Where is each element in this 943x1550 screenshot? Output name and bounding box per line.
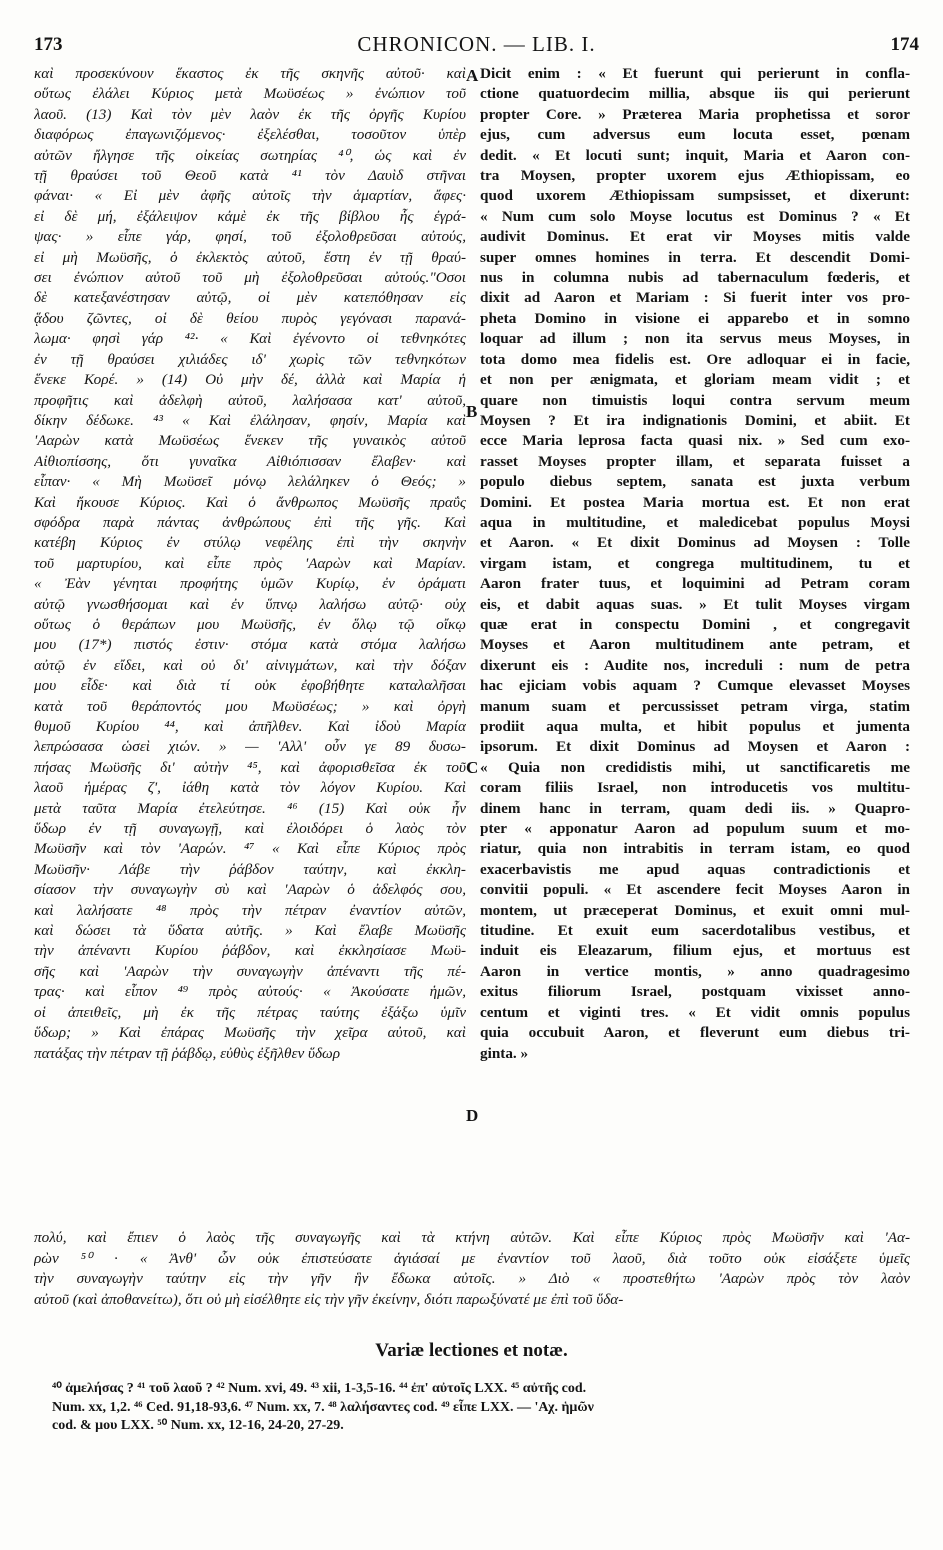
margin-letter-a: A	[466, 66, 479, 85]
page-number-right: 174	[890, 34, 919, 55]
greek-text-line: δὲ κατεξανέστησαν αὐτῷ, οἱ μὲν κατεπόθησαν εἰς	[34, 289, 466, 307]
latin-text-line: hac ejiciam vobis aquam ? Cumque elevasset Moyses	[480, 677, 910, 695]
latin-text-line: Domini. Et postea Maria mortua est. Et non erat	[480, 493, 910, 511]
latin-text-line: dinem hanc in terram, quam dedi iis. » Quapro-	[480, 799, 910, 817]
greek-text-line: ψας· » εἶπε γάρ, φησί, τοῦ ἐξολοθρεῦσαι αὐτούς,	[34, 228, 466, 246]
latin-text-line: exacerbavistis me apud aquas contradictionis et	[480, 860, 910, 878]
latin-text-line: titudine. Et exuit eum sacerdotalibus vestibus, et	[480, 922, 910, 940]
greek-text-line: μου (17*) πιστός ἐστιν· στόμα κατὰ στόμα λαλήσω	[34, 636, 466, 654]
latin-text-line: virgam istam, et congrega multitudinem, tu et	[480, 554, 910, 572]
latin-text-line: quæ erat in conspectu Domini , et congregavit	[480, 615, 910, 633]
notes-heading: Variæ lectiones et notæ.	[375, 1340, 568, 1361]
full-width-greek-text	[34, 1228, 910, 1310]
full-width-text-line: πολύ, καὶ ἔπιεν ὁ λαὸς τῆς συναγωγῆς καὶ τὰ κτήνη αὐτῶν. Καὶ εἶπε Κύριος πρὸς Μωϋσῆν καὶ 'Αα-	[34, 1229, 910, 1246]
greek-text-line: τοῦ μαρτυρίου, καὶ εἶπε πρὸς 'Ααρὼν καὶ Μαρίαν.	[34, 554, 466, 572]
latin-text-line: « Quia non credidistis mihi, ut sanctificaretis me	[480, 758, 910, 776]
latin-text-line: Aaron frater tuus, et loquimini ad Petram coram	[480, 575, 910, 593]
latin-text-line: Moyses et Aaron multitudinem ante petram, et	[480, 636, 910, 654]
latin-text-line: dixerunt eis : Audite nos, increduli : num de petra	[480, 656, 910, 674]
latin-text-line: convitii populi. « Et ascendere fecit Moyses Aaron in	[480, 881, 910, 899]
greek-text-line: θυμοῦ Κυρίου ⁴⁴, καὶ ἀπῆλθεν. Καὶ ἰδοὺ Μαρία	[34, 718, 466, 735]
greek-text-line: εἰ μὴ Μωϋσῆς, ὁ ἐκλεκτὸς αὐτοῦ, ἔστη ἐν τῇ θραύ-	[34, 248, 466, 266]
greek-text-line: ὕδωρ; » Καὶ ἐπάρας Μωϋσῆς τὴν χεῖρα αὐτοῦ, καὶ	[34, 1024, 466, 1042]
note-line: ⁴⁰ ἀμελήσας ? ⁴¹ τοῦ λαοῦ ? ⁴² Num. xvi, 49. ⁴³ xii, 1-3,5-16. ⁴⁴ ἐπ' αὐτοῖς LXX. ⁴⁵ αὐτῆς cod.	[52, 1381, 587, 1396]
latin-text-line: nus in columna nubis ad tabernaculum fœderis, et	[480, 269, 910, 287]
greek-text-line: σει ἐνώπιον αὐτοῦ τοῦ μὴ ἐξολοθρεῦσαι αὐτούς."Οσοι	[34, 269, 466, 287]
latin-text-line: pter « apponatur Aaron ad populum suum et mo-	[480, 820, 910, 838]
latin-text-line: quod uxorem Æthiopissam sumpsisset, et dixerunt:	[480, 187, 910, 205]
margin-letter-d: D	[466, 1106, 479, 1125]
greek-text-line: Καὶ ἤκουσε Κύριος. Καὶ ὁ ἄνθρωπος Μωϋσῆς πραΰς	[34, 493, 466, 511]
running-title: CHRONICON. — LIB. I.	[357, 32, 596, 56]
greek-text-line: οὕτως ἐλάλει Κύριος μετὰ Μωϋσέως » ἐνώπιον τοῦ	[34, 85, 466, 103]
greek-text-column	[34, 64, 466, 1064]
latin-text-line: prodiit aqua multa, et hibit populus et jumenta	[480, 718, 910, 735]
greek-text-line: 'Ααρὼν κατὰ Μωϋσέως ἕνεκεν τῆς γυναικὸς αὐτοῦ	[34, 432, 466, 450]
latin-text-line: tra Moysen, propter uxorem ejus Æthiopissam, eo	[480, 167, 910, 185]
page-number-left: 173	[34, 34, 63, 55]
latin-text-line: et Aaron. « Et dixit Dominus ad Moysen : Tolle	[480, 534, 910, 552]
greek-text-line: ἐν τῇ θραύσει χιλιάδες ιδ' χωρὶς τῶν τεθνηκότων	[34, 350, 466, 368]
greek-text-line: σίασον τὴν συναγωγὴν σὺ καὶ 'Ααρὼν ὁ ἀδελφός σου,	[34, 881, 466, 899]
greek-text-line: καὶ δώσει τὰ ὕδατα αὐτῆς. » Καὶ ἔλαβε Μωϋσῆς	[34, 922, 466, 940]
greek-text-line: οἱ ἀπειθεῖς, μὴ ἐκ τῆς πέτρας ταύτης ἐξάξω ὑμῖν	[34, 1003, 466, 1021]
greek-text-line: σῆς καὶ 'Ααρὼν τὴν συναγωγὴν ἀπέναντι τῆς πέ-	[34, 962, 466, 980]
latin-text-line: ecce Maria leprosa facta quasi nix. » Sed cum exo-	[480, 432, 910, 450]
latin-text-line: pheta Domino in visione ei apparebo et in somno	[480, 309, 910, 327]
latin-text-line: induit eis Eleazarum, filium ejus, et mortuus est	[480, 942, 910, 960]
greek-text-line: Μωϋσῆν· Λάβε τὴν ῥάβδον ταύτην, καὶ ἐκκλη-	[34, 860, 466, 878]
greek-text-line: δίκην δέδωκε. ⁴³ « Καὶ ἐλάλησαν, φησίν, Μαρία καὶ	[34, 411, 466, 429]
full-width-text-line: αὐτοῦ (καὶ ἀποθανείτω), ὅτι οὐ μὴ εἰσέλθητε εἰς τὴν γῆν ἐκείνην, διότι παρωξύνατέ με ἐπὶ τοῦ ὕδα-	[34, 1290, 624, 1308]
latin-text-line: quia occubuit Aaron, et fleverunt eum diebus tri-	[480, 1024, 910, 1042]
latin-text-line: coram filiis Israel, non introducetis vos multitu-	[480, 779, 910, 797]
latin-text-line: eis, et dabit aquas suas. » Et tulit Moyses virgam	[480, 595, 910, 613]
greek-text-line: « Ἐὰν γένηται προφήτης ὑμῶν Κυρίῳ, ἐν ὁράματι	[34, 575, 466, 593]
latin-text-line: Dicit enim : « Et fuerunt qui perierunt in confla-	[480, 65, 910, 82]
latin-text-line: ipsorum. Et dixit Dominus ad Moysen et Aaron :	[480, 738, 910, 756]
greek-text-line: Μωϋσῆν καὶ τὸν 'Ααρών. ⁴⁷ « Καὶ εἶπε Κύριος πρὸς	[34, 840, 466, 858]
greek-text-line: κατέβη Κύριος ἐν στύλῳ νεφέλης ἐπὶ τὴν σκηνὴν	[34, 534, 466, 552]
greek-text-line: ὕδωρ ἐν τῇ συναγωγῇ, καὶ ἐλοιδόρει ὁ λαὸς τὸν	[34, 820, 466, 838]
margin-letter-c: C	[466, 758, 479, 777]
latin-text-line: dedit. « Et locuti sunt; inquit, Maria et Aaron con-	[480, 146, 910, 164]
greek-text-line: τὴν ἀπέναντι Κυρίου ῥάβδον, καὶ ἐκκλησίασε Μωϋ-	[34, 942, 466, 960]
margin-letter-b: B	[466, 402, 478, 421]
greek-text-line: διαφόρως ἐπαγωνιζόμενος· ἐξελέσθαι, τοσοῦτον ὑπὲρ	[34, 126, 466, 144]
latin-text-line: manum suam et percussisset petram virga, statim	[480, 697, 910, 715]
latin-text-line: tota domo mea fidelis est. Ore adloquar ei in facie,	[480, 350, 910, 368]
latin-text-line: ginta. »	[480, 1044, 529, 1062]
latin-text-line: audivit Dominus. Et erat vir Moyses mitis valde	[480, 228, 910, 246]
note-line: cod. & μου LXX. ⁵⁰ Num. xx, 12-16, 24-20, 27-29.	[52, 1418, 344, 1433]
latin-text-line: rasset Moyses propter illam, et separata fuisset a	[480, 452, 910, 470]
latin-text-line: riatur, quia non intrabitis in terram istam, eo quod	[480, 840, 910, 858]
greek-text-line: αὐτῶν ἤλγησε τῆς οἰκείας σωτηρίας ⁴⁰, ὡς καὶ ἐν	[34, 146, 466, 164]
greek-text-line: μου εἶδε· καὶ διὰ τί οὐκ ἐφοβήθητε καταλαλῆσαι	[34, 677, 466, 695]
note-line: Num. xx, 1,2. ⁴⁶ Ced. 91,18-93,6. ⁴⁷ Num. xx, 7. ⁴⁸ λαλήσαντες cod. ⁴⁹ εἶπε LXX. — 'Αχ. ἡμῶν	[52, 1399, 594, 1415]
latin-text-line: aqua in multitudine, et maledicebat populus Moysi	[480, 513, 910, 531]
latin-text-line: dixit ad Aaron et Mariam : Si fuerit inter vos pro-	[480, 289, 910, 307]
greek-text-line: καὶ λαλήσατε ⁴⁸ πρὸς τὴν πέτραν ἐναντίον αὐτῶν,	[34, 901, 466, 919]
latin-text-line: quare non timuistis loqui contra servum meum	[480, 391, 910, 409]
latin-text-line: populo diebus septem, sanata est juxta verbum	[480, 473, 910, 491]
greek-text-line: ᾅδου ζῶντες, οἱ δὲ θείου πυρὸς γεγόνασι παρανά-	[34, 309, 466, 327]
greek-text-line: οὕτως ὁ θεράπων μου Μωϋσῆς, ἐν ὅλῳ τῷ οἴκῳ	[34, 615, 466, 633]
latin-text-line: montem, ut præceperat Dominus, et exuit omni mul-	[480, 901, 910, 919]
greek-text-line: προφῆτις καὶ ἀδελφὴ αὐτοῦ, λαλήσασα κατ' αὐτοῦ,	[34, 391, 466, 409]
latin-text-line: Moysen ? Et ira indignationis Domini, et abiit. Et	[480, 411, 910, 429]
latin-text-line: ctione quatuordecim millia, absque iis qui perierunt	[480, 85, 910, 103]
greek-text-line: Αἰθιοπίσσης, ὅτι γυναῖκα Αἰθιόπισσαν ἔλαβεν· καὶ	[34, 452, 466, 470]
greek-text-line: εἰ δὲ μή, ἐξάλειψον κἀμὲ ἐκ τῆς βίβλου ἧς ἐγρά-	[34, 207, 466, 225]
greek-text-line: πήσας Μωϋσῆς δι' αὐτὴν ⁴⁵, καὶ ἀφορισθεῖσα ἐκ τοῦ	[34, 758, 466, 776]
greek-text-line: λαοῦ ἡμέρας ζ', ἰάθη κατὰ τὸν λόγον Κυρίου. Καὶ	[34, 779, 466, 797]
latin-text-line: « Num cum solo Moyse locutus est Dominus ? « Et	[480, 207, 910, 225]
variant-readings-notes	[52, 1380, 892, 1436]
greek-text-line: τρας· καὶ εἶπον ⁴⁹ πρὸς αὐτούς· « Ἀκούσατε ἡμῶν,	[34, 983, 466, 1001]
greek-text-line: λεπρώσασα ὡσεὶ χιών. » — 'Αλλ' οὖν γε 89 δυσω-	[34, 738, 466, 756]
greek-text-line: μετὰ ταῦτα Μαρία ἐτελεύτησε. ⁴⁶ (15) Καὶ οὐκ ἦν	[34, 799, 466, 817]
greek-text-line: πατάξας τὴν πέτραν τῇ ῥάβδῳ, εὐθὺς ἐξῆλθεν ὕδωρ	[34, 1044, 341, 1062]
latin-text-line: propter Core. » Præterea Maria prophetissa et soror	[480, 105, 910, 123]
greek-text-line: αὐτῷ γνωσθήσομαι καὶ ἐν ὕπνῳ λαλήσω αὐτῷ· οὐχ	[34, 595, 466, 613]
greek-text-line: λωμα· φησὶ γάρ ⁴²· « Καὶ ἐγένοντο οἱ τεθνηκότες	[34, 330, 466, 348]
full-width-text-line: τὴν συναγωγὴν ταύτην εἰς τὴν γῆν ἣν ἔδωκα αὐτοῖς. » Διὸ « προστεθήτω 'Ααρὼν πρὸς τὸν λαὸν	[34, 1270, 910, 1288]
greek-text-line: φάναι· « Εἰ μὲν ἀφῆς αὐτοῖς τὴν ἁμαρτίαν, ἄφες·	[34, 187, 466, 205]
latin-text-column	[480, 64, 910, 1064]
greek-text-line: αὐτῷ ἐν εἴδει, καὶ οὐ δι' αἰνιγμάτων, καὶ τὴν δόξαν	[34, 656, 466, 674]
latin-text-line: Aaron in vertice montis, » anno quadragesimo	[480, 962, 910, 980]
latin-text-line: loquar ad illum ; non ita servus meus Moyses, in	[480, 330, 910, 348]
greek-text-line: εἶπαν· « Μὴ Μωϋσεῖ μόνῳ λελάληκεν ὁ Θεός; »	[34, 473, 466, 491]
greek-text-line: ἕνεκε Κορέ. » (14) Οὐ μὴν δέ, ἀλλὰ καὶ Μαρία ἡ	[34, 371, 466, 389]
latin-text-line: exitus filiorum Israel, postquam vixisset anno-	[480, 983, 910, 1001]
latin-text-line: super omnes homines in terra. Et descendit Domi-	[480, 248, 910, 266]
latin-text-line: et non per ænigmata, et gloriam meam vidit ; et	[480, 371, 910, 389]
latin-text-line: ejus, cum adversus eum locuta esset, pœnam	[480, 126, 910, 144]
greek-text-line: λαοῦ. (13) Καὶ τὸν μὲν λαὸν ἐκ τῆς ὀργῆς Κυρίου	[34, 105, 466, 123]
greek-text-line: κατὰ τοῦ θεράποντός μου Μωϋσέως; » καὶ ὀργὴ	[34, 697, 466, 715]
full-width-text-line: ρὼν ⁵⁰ · « Ἀνθ' ὧν οὐκ ἐπιστεύσατε ἁγιάσαί με ἐναντίον τοῦ λαοῦ, διὰ τοῦτο οὐκ εἰσάξετε ὑμεῖς	[34, 1249, 910, 1267]
greek-text-line: σφόδρα παρὰ πάντας ἀνθρώπους ἐπὶ τῆς γῆς. Καὶ	[34, 513, 466, 531]
greek-text-line: καὶ προσεκύνουν ἕκαστος ἐκ τῆς σκηνῆς αὐτοῦ· καὶ	[34, 65, 466, 82]
running-head	[30, 28, 923, 58]
greek-text-line: τῇ θραύσει τοῦ Θεοῦ κατὰ ⁴¹ τὸν Δαυὶδ στῆναι	[34, 167, 466, 185]
latin-text-line: centum et viginti tres. « Et vidit omnis populus	[480, 1003, 910, 1021]
